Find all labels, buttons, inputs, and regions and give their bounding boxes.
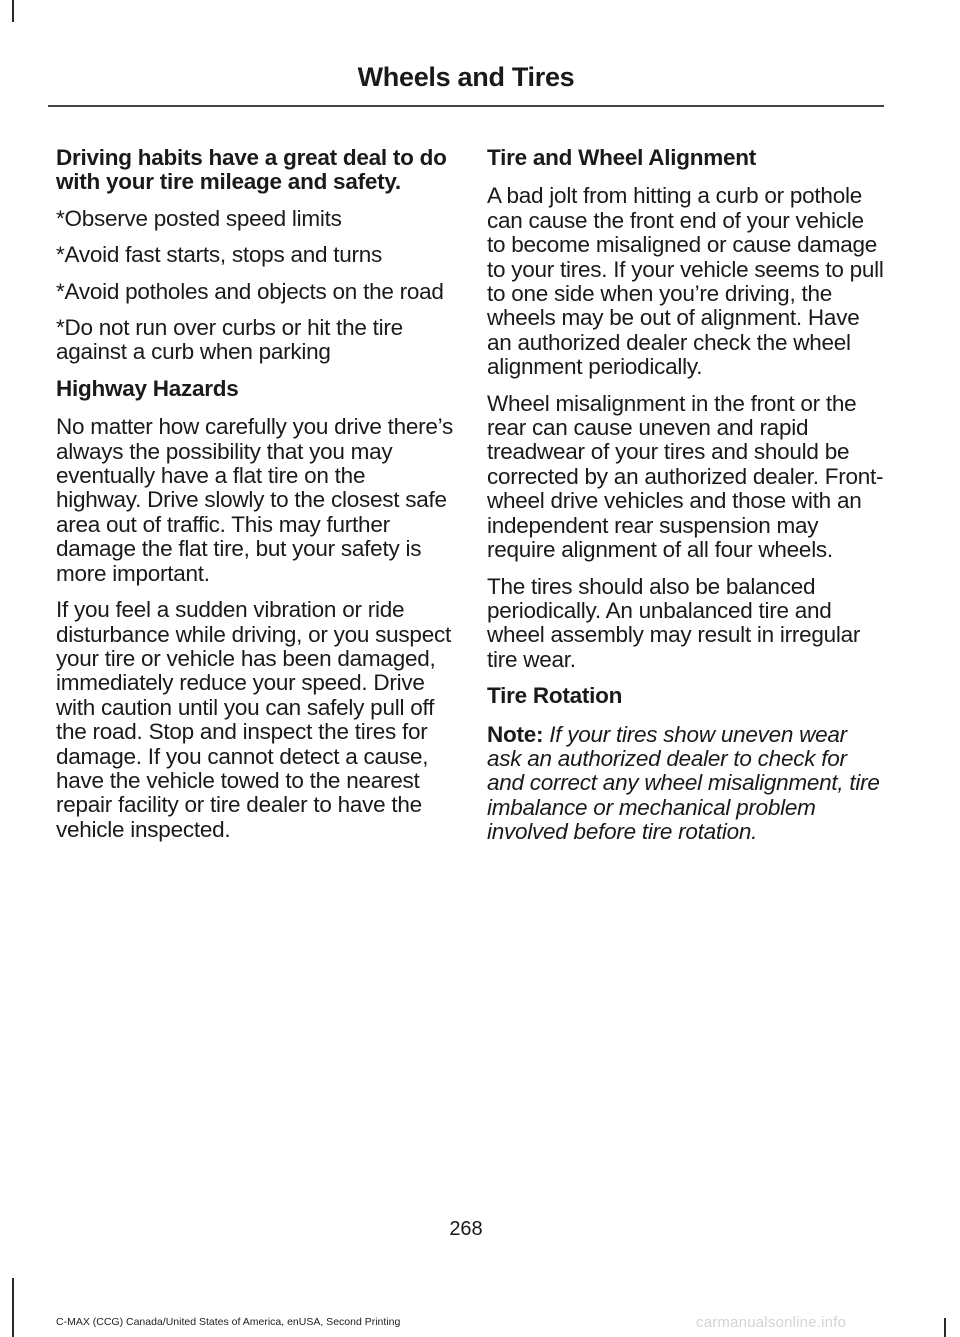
bullet-fast-starts: *Avoid fast starts, stops and turns (56, 242, 383, 268)
note-text: If your tires show uneven wear ask an authorized dealer to check for and correct any wheel misalignment, tire imbalance or mechanical problem involved before tire rotation. (487, 721, 880, 845)
driving-habits-intro: Driving habits have a great deal to do with your tire mileage and safety. (56, 145, 447, 195)
crop-mark-bottom-left (12, 1278, 14, 1337)
page-number: 268 (449, 1218, 483, 1240)
bullet-potholes: *Avoid potholes and objects on the road (56, 278, 444, 304)
crop-mark-bottom-right (944, 1318, 946, 1337)
highway-hazards-paragraph-1: No matter how carefully you drive there’s always the possibility that you may eventually have a flat tire on the highway. Drive slowly to the closest safe area out of traffic. This may further damage the flat tire, but your safety is more important. (56, 414, 454, 586)
bullet-curbs: *Do not run over curbs or hit the tire against a curb when parking (56, 315, 403, 365)
tire-rotation-heading: Tire Rotation (487, 683, 623, 709)
highway-hazards-paragraph-2: If you feel a sudden vibration or ride disturbance while driving, or you suspect your tire or vehicle has been damaged, immediately reduce your speed. Drive with caution until you can safely pull off the road. Stop and inspect the tires for damage. If you cannot detect a cause, have the vehicle towed to the nearest repair facility or tire dealer to have the vehicle inspected. (56, 597, 451, 842)
alignment-paragraph-1: A bad jolt from hitting a curb or pothole can cause the front end of your vehicle to become misaligned or cause damage to your tires. If your vehicle seems to pull to one side when you’re driving, the wheels may be out of alignment. Have an authorized dealer check the wheel alignment periodically. (487, 183, 884, 380)
alignment-paragraph-2: Wheel misalignment in the front or the rear can cause uneven and rapid treadwear of your tires and should be corrected by an authorized dealer. Front-wheel drive vehicles and those with an independent rear suspension may require alignment of all four wheels. (487, 390, 884, 563)
alignment-paragraph-3: The tires should also be balanced periodically. An unbalanced tire and wheel assembly may result in irregular tire wear. (487, 573, 861, 672)
bullet-speed-limits: *Observe posted speed limits (56, 205, 342, 231)
crop-mark-top-left (12, 0, 14, 22)
watermark: carmanualsonline.info (696, 1314, 847, 1331)
alignment-heading: Tire and Wheel Alignment (487, 145, 757, 170)
right-column (487, 146, 885, 857)
note-label: Note: (487, 721, 544, 747)
highway-hazards-heading: Highway Hazards (56, 375, 239, 401)
page-title: Wheels and Tires (357, 62, 575, 92)
title-divider (48, 105, 884, 107)
left-column (56, 146, 454, 854)
edition-footer: C-MAX (CCG) Canada/United States of America, enUSA, Second Printing (56, 1316, 401, 1328)
rotation-note (487, 723, 885, 845)
